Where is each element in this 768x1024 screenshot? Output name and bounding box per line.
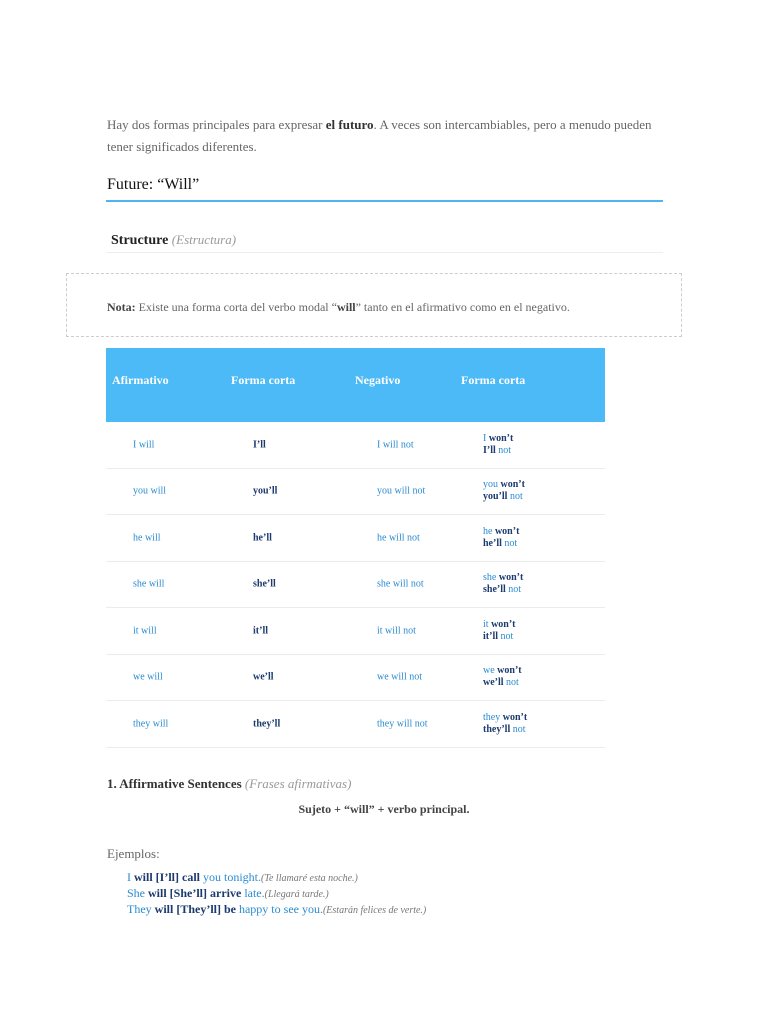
structure-subtitle: (Estructura) [171, 232, 237, 247]
neg-short-wont: won’t [488, 432, 514, 444]
intro-text-before: Hay dos formas principales para expresar [107, 117, 326, 132]
note-text [107, 300, 570, 315]
table-row [106, 422, 605, 469]
example-subject: They [127, 902, 155, 916]
cell-negative-short [483, 526, 519, 550]
header-forma-corta-1: Forma corta [231, 373, 296, 387]
table-body [106, 422, 605, 748]
neg-short-wont: won’t [498, 572, 524, 584]
table-row [106, 562, 605, 609]
affirmative-heading [107, 776, 351, 792]
note-after: ” tanto en el afirmativo como en el negativo. [355, 300, 570, 314]
cell-negative-short [483, 665, 522, 689]
table-row [106, 515, 605, 562]
example-rest: you tonight. [200, 870, 262, 884]
neg-short-contraction: it’ll [483, 630, 498, 642]
cell-affirmative: it will [133, 625, 157, 637]
neg-short-wont: won’t [497, 665, 522, 677]
cell-affirmative: they will [133, 718, 169, 730]
neg-short-not: not [510, 723, 526, 735]
table-row [106, 701, 605, 748]
example-verb: will [They’ll] be [154, 902, 236, 916]
structure-heading [111, 232, 236, 249]
heading-divider [106, 200, 663, 202]
cell-short: you’ll [253, 485, 278, 497]
cell-negative: he will not [377, 532, 420, 544]
table-row [106, 469, 605, 516]
table-header [106, 348, 605, 422]
cell-negative: you will not [377, 485, 426, 497]
cell-negative: she will not [377, 578, 424, 590]
example-subject: I [127, 870, 134, 884]
structure-title: Structure [111, 233, 169, 248]
cell-short: they’ll [253, 718, 281, 730]
neg-short-contraction: you’ll [483, 491, 508, 503]
example-rest: late. [241, 886, 265, 900]
affirmative-title: 1. Affirmative Sentences [107, 776, 242, 791]
intro-paragraph [107, 114, 667, 158]
cell-negative: I will not [377, 439, 414, 451]
cell-short: we’ll [253, 671, 274, 683]
example-subject: She [127, 886, 148, 900]
note-label: Nota: [107, 300, 136, 314]
neg-short-subject: he [483, 525, 495, 537]
neg-short-not: not [505, 584, 522, 596]
example-verb: will [She’ll] arrive [148, 886, 242, 900]
structure-divider [106, 252, 663, 253]
neg-short-wont: won’t [502, 711, 528, 723]
neg-short-subject: it [483, 618, 492, 630]
neg-short-contraction: she’ll [483, 584, 506, 596]
neg-short-wont: won’t [494, 525, 520, 537]
cell-short: she’ll [253, 578, 276, 590]
cell-affirmative: he will [133, 532, 161, 544]
neg-short-subject: I [483, 432, 489, 444]
neg-short-contraction: we’ll [483, 677, 504, 689]
neg-short-subject: you [483, 479, 501, 491]
formula-text: Sujeto + “will” + verbo principal. [298, 802, 470, 816]
future-heading: Future: “Will” [107, 176, 200, 193]
cell-affirmative: I will [133, 439, 155, 451]
example-translation: (Llegará tarde.) [264, 889, 329, 900]
cell-negative-short [483, 619, 516, 643]
neg-short-contraction: they’ll [483, 723, 511, 735]
table-row [106, 608, 605, 655]
table-row [106, 655, 605, 702]
example-rest: happy to see you. [235, 902, 323, 916]
example-sentence [127, 902, 426, 917]
header-forma-corta-2: Forma corta [461, 373, 526, 387]
example-translation: (Estarán felices de verte.) [322, 905, 427, 916]
cell-short: it’ll [253, 625, 268, 637]
intro-text-after: . A veces son intercambiables, pero a menudo pueden tener significados diferentes. [107, 117, 652, 154]
neg-short-not: not [495, 444, 512, 456]
cell-negative-short [483, 433, 513, 457]
note-bold: will [336, 300, 356, 314]
cell-negative: they will not [377, 718, 428, 730]
cell-negative-short [483, 712, 527, 736]
neg-short-subject: they [483, 711, 503, 723]
neg-short-wont: won’t [491, 618, 516, 630]
header-afirmativo: Afirmativo [112, 373, 169, 387]
example-sentence [127, 870, 358, 885]
neg-short-not: not [501, 537, 518, 549]
intro-bold: el futuro [325, 117, 374, 132]
example-translation: (Te llamaré esta noche.) [261, 873, 358, 884]
examples-label: Ejemplos: [107, 846, 160, 861]
cell-short: he’ll [253, 532, 272, 544]
neg-short-wont: won’t [500, 479, 525, 491]
neg-short-not: not [503, 677, 519, 689]
neg-short-subject: we [483, 665, 498, 677]
cell-negative: it will not [377, 625, 416, 637]
cell-affirmative: she will [133, 578, 165, 590]
cell-short: I’ll [253, 439, 266, 451]
neg-short-contraction: I’ll [483, 444, 496, 456]
neg-short-not: not [498, 630, 514, 642]
cell-negative-short [483, 479, 525, 503]
affirmative-subtitle: (Frases afirmativas) [244, 776, 352, 791]
neg-short-subject: she [483, 572, 499, 584]
example-verb: will [I’ll] call [134, 870, 200, 884]
example-sentence [127, 886, 329, 901]
cell-negative-short [483, 572, 523, 596]
neg-short-not: not [507, 491, 523, 503]
will-conjugation-table [106, 348, 605, 748]
cell-affirmative: we will [133, 671, 163, 683]
neg-short-contraction: he’ll [483, 537, 502, 549]
header-negativo: Negativo [355, 373, 401, 387]
cell-negative: we will not [377, 671, 422, 683]
cell-affirmative: you will [133, 485, 167, 497]
note-before: Existe una forma corta del verbo modal “ [135, 300, 337, 314]
